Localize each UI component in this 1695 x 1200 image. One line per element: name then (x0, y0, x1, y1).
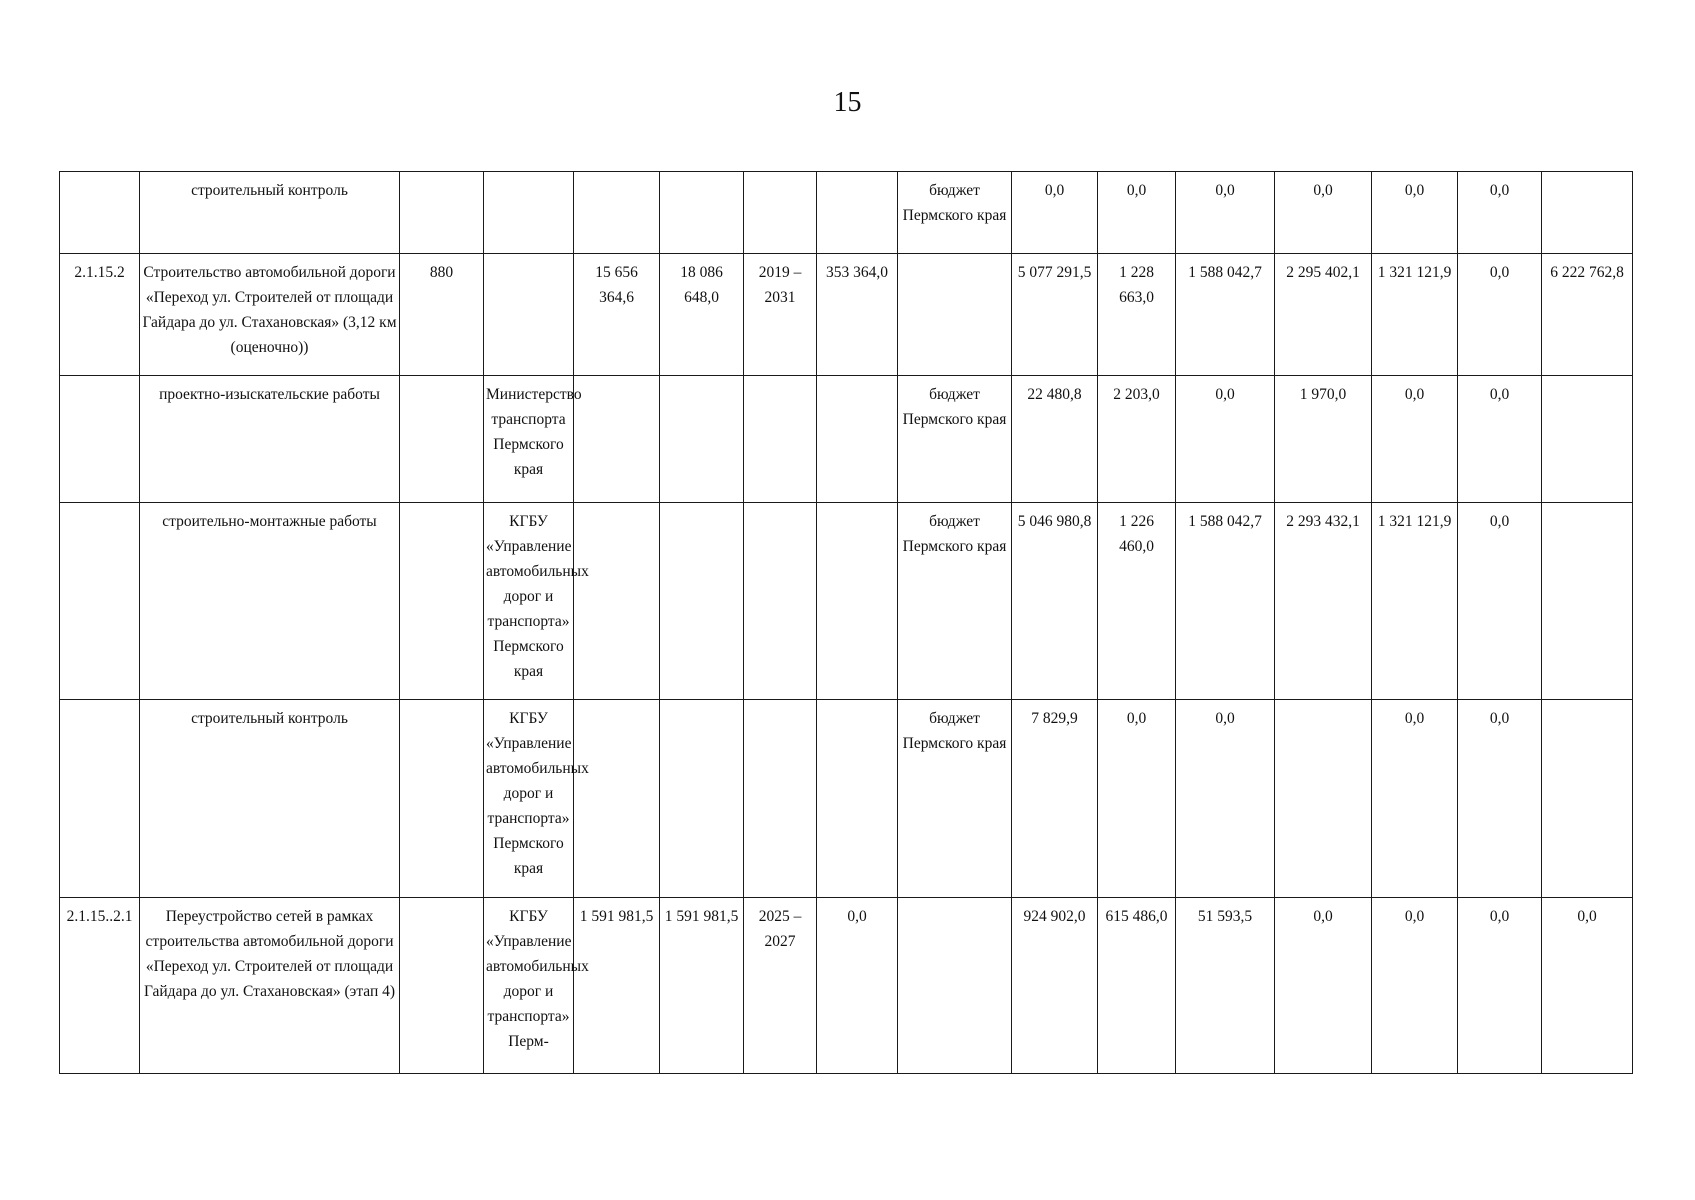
year2-cell: 1 226 460,0 (1098, 503, 1176, 700)
year3-cell: 51 593,5 (1176, 898, 1275, 1074)
total-cell: 6 222 762,8 (1542, 254, 1633, 376)
executor-cell (484, 254, 574, 376)
year5-cell: 0,0 (1372, 376, 1458, 503)
table-row (60, 376, 1633, 503)
cost-cell (574, 172, 660, 254)
code-cell (400, 898, 484, 1074)
source-cell (898, 898, 1012, 1074)
year6-cell: 0,0 (1458, 503, 1542, 700)
cost2-cell (660, 700, 744, 898)
name-cell: строительный контроль (140, 172, 400, 254)
year2-cell: 0,0 (1098, 172, 1176, 254)
year3-cell: 1 588 042,7 (1176, 254, 1275, 376)
source-cell (898, 254, 1012, 376)
name-cell: Строительство автомобильной дороги «Переход ул. Строителей от площади Гайдара до ул. Стахановская» (3,12 км (оценочно)) (140, 254, 400, 376)
cost2-cell: 18 086 648,0 (660, 254, 744, 376)
year4-cell: 1 970,0 (1275, 376, 1372, 503)
name-cell: строительный контроль (140, 700, 400, 898)
cost-cell: 1 591 981,5 (574, 898, 660, 1074)
total-cell (1542, 503, 1633, 700)
period-cell (744, 700, 817, 898)
number-cell (60, 172, 140, 254)
year5-cell: 1 321 121,9 (1372, 254, 1458, 376)
code-cell: 880 (400, 254, 484, 376)
period-cell: 2025 – 2027 (744, 898, 817, 1074)
spent-cell: 353 364,0 (817, 254, 898, 376)
spent-cell (817, 503, 898, 700)
year5-cell: 0,0 (1372, 700, 1458, 898)
source-cell: бюджет Пермского края (898, 172, 1012, 254)
name-cell: Переустройство сетей в рамках строительства автомобильной дороги «Переход ул. Строителей от площади Гайдара до ул. Стахановская» (этап 4) (140, 898, 400, 1074)
year1-cell: 924 902,0 (1012, 898, 1098, 1074)
executor-cell (484, 172, 574, 254)
period-cell: 2019 – 2031 (744, 254, 817, 376)
year4-cell: 2 295 402,1 (1275, 254, 1372, 376)
year1-cell: 5 077 291,5 (1012, 254, 1098, 376)
year2-cell: 0,0 (1098, 700, 1176, 898)
cost2-cell (660, 376, 744, 503)
executor-cell: КГБУ «Управление автомобильных дорог и транспорта» Пермского края (484, 700, 574, 898)
cost2-cell (660, 503, 744, 700)
year1-cell: 0,0 (1012, 172, 1098, 254)
total-cell (1542, 172, 1633, 254)
year6-cell: 0,0 (1458, 254, 1542, 376)
number-cell (60, 700, 140, 898)
table-row (60, 172, 1633, 254)
year3-cell: 0,0 (1176, 376, 1275, 503)
number-cell: 2.1.15.2 (60, 254, 140, 376)
year2-cell: 2 203,0 (1098, 376, 1176, 503)
year3-cell: 0,0 (1176, 700, 1275, 898)
name-cell: проектно-изыскательские работы (140, 376, 400, 503)
cost-cell: 15 656 364,6 (574, 254, 660, 376)
number-cell (60, 503, 140, 700)
year5-cell: 1 321 121,9 (1372, 503, 1458, 700)
year6-cell: 0,0 (1458, 172, 1542, 254)
year4-cell: 0,0 (1275, 172, 1372, 254)
table-row (60, 254, 1633, 376)
year3-cell: 0,0 (1176, 172, 1275, 254)
year6-cell: 0,0 (1458, 376, 1542, 503)
cost-cell (574, 503, 660, 700)
total-cell: 0,0 (1542, 898, 1633, 1074)
year4-cell: 2 293 432,1 (1275, 503, 1372, 700)
cost2-cell: 1 591 981,5 (660, 898, 744, 1074)
table-row (60, 898, 1633, 1074)
cost-cell (574, 700, 660, 898)
year1-cell: 22 480,8 (1012, 376, 1098, 503)
page-number: 15 (833, 87, 862, 118)
source-cell: бюджет Пермского края (898, 376, 1012, 503)
cost2-cell (660, 172, 744, 254)
year4-cell (1275, 700, 1372, 898)
spent-cell: 0,0 (817, 898, 898, 1074)
year3-cell: 1 588 042,7 (1176, 503, 1275, 700)
executor-cell: Министерство транспорта Пермского края (484, 376, 574, 503)
code-cell (400, 700, 484, 898)
year5-cell: 0,0 (1372, 898, 1458, 1074)
year2-cell: 1 228 663,0 (1098, 254, 1176, 376)
code-cell (400, 503, 484, 700)
source-cell: бюджет Пермского края (898, 503, 1012, 700)
year1-cell: 5 046 980,8 (1012, 503, 1098, 700)
cost-cell (574, 376, 660, 503)
year1-cell: 7 829,9 (1012, 700, 1098, 898)
spent-cell (817, 700, 898, 898)
source-cell: бюджет Пермского края (898, 700, 1012, 898)
period-cell (744, 172, 817, 254)
number-cell (60, 376, 140, 503)
code-cell (400, 376, 484, 503)
executor-cell: КГБУ «Управление автомобильных дорог и транспорта» Перм- (484, 898, 574, 1074)
executor-cell: КГБУ «Управление автомобильных дорог и транспорта» Пермского края (484, 503, 574, 700)
table-row (60, 503, 1633, 700)
year4-cell: 0,0 (1275, 898, 1372, 1074)
total-cell (1542, 376, 1633, 503)
year5-cell: 0,0 (1372, 172, 1458, 254)
spent-cell (817, 376, 898, 503)
spent-cell (817, 172, 898, 254)
budget-table (59, 171, 1633, 1074)
year6-cell: 0,0 (1458, 700, 1542, 898)
period-cell (744, 503, 817, 700)
year2-cell: 615 486,0 (1098, 898, 1176, 1074)
table-row (60, 700, 1633, 898)
name-cell: строительно-монтажные работы (140, 503, 400, 700)
year6-cell: 0,0 (1458, 898, 1542, 1074)
code-cell (400, 172, 484, 254)
period-cell (744, 376, 817, 503)
number-cell: 2.1.15..2.1 (60, 898, 140, 1074)
total-cell (1542, 700, 1633, 898)
